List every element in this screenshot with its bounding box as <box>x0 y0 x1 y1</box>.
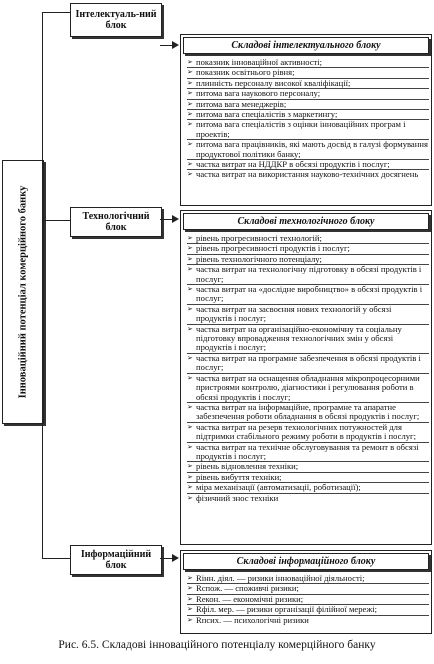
list-item: ➢ міра механізації (автоматизації, роботизації); <box>187 483 429 493</box>
block-intellectual-label: Інтелектуаль-ний блок <box>75 8 157 31</box>
list-item: ➢ рівень технологічного потенціалу; <box>187 255 429 265</box>
list-item: ➢ питома вага спеціалістів з маркетингу; <box>187 110 429 120</box>
list-item: ➢ плинність персоналу високої кваліфікації; <box>187 79 429 89</box>
list-item: ➢ Rпсих. — психологічні ризики <box>187 616 429 625</box>
list-item: ➢ питома вага менеджерів; <box>187 100 429 110</box>
block-informational-label: Інформаційний блок <box>80 548 152 571</box>
panel-informational-list <box>181 574 431 627</box>
list-item: ➢ питома вага працівників, які мають досвід в галузі формування продуктової політики банку; <box>187 140 429 160</box>
list-item: ➢ частка витрат на інформаційне, програмне та апаратне забезпечення роботи обладнання в обсязі продуктів і послуг; <box>187 403 429 423</box>
stub-3 <box>42 558 70 559</box>
list-item: ➢ частка витрат на «дослідне виробництво» в обсязі продуктів і послуг; <box>187 285 429 305</box>
list-item: ➢ показник інноваційної активності; <box>187 58 429 68</box>
panel-technological <box>180 210 432 545</box>
block-technological-label: Технологічний блок <box>82 210 150 233</box>
list-item: ➢ рівень вибуття техніки; <box>187 473 429 483</box>
block-intellectual-box <box>70 3 162 37</box>
list-item: ➢ Rінн. діял. — ризики інноваційної діяльності; <box>187 574 429 584</box>
panel-informational-heading: Складові інформаційного блоку <box>183 553 429 570</box>
panel-intellectual-list <box>181 58 431 182</box>
list-item: ➢ частка витрат на засвоєння нових технологій у обсязі продуктів і послуг; <box>187 305 429 325</box>
root-label: Інноваційний потенціал комерційного банку <box>17 185 29 399</box>
list-item: ➢ частка витрат на програмне забезпечення в обсязі продуктів і послуг; <box>187 354 429 374</box>
list-item: ➢ Rекон. — економічні ризики; <box>187 595 429 605</box>
stub-1 <box>42 12 70 13</box>
arrow-2 <box>172 215 179 223</box>
list-item: ➢ питома вага спеціалістів з оцінки інноваційних програм і проектів; <box>187 120 429 140</box>
list-item: ➢ показник освітнього рівня; <box>187 68 429 78</box>
list-item: ➢ частка витрат на оснащення обладнання мікропроцесорними пристроями контролю, діагностики і регулювання роботи в обсязі продуктів і послуг; <box>187 374 429 403</box>
list-item: ➢ Rфіл. мер. — ризики організації філійної мережі; <box>187 605 429 615</box>
list-item: ➢ Rспож. — споживчі ризики; <box>187 584 429 594</box>
bus-line <box>42 12 43 558</box>
list-item: ➢ фізичний знос техніки <box>187 494 429 503</box>
arrow-1 <box>172 41 179 49</box>
list-item: ➢ питома вага наукового персоналу; <box>187 89 429 99</box>
list-item: ➢ частка витрат на використання науково-технічних досягнень <box>187 170 429 179</box>
list-item: ➢ рівень відновлення техніки; <box>187 462 429 472</box>
figure-caption: Рис. 6.5. Складові інноваційного потенціалу комерційного банку <box>58 639 376 651</box>
block-technological-box <box>70 207 162 237</box>
list-item: ➢ частка витрат на НДДКР в обсязі продуктів і послуг; <box>187 160 429 170</box>
list-item: ➢ частка витрат на технологічну підготовку в обсязі продуктів і послуг; <box>187 265 429 285</box>
panel-technological-heading: Складові технологічного блоку <box>183 213 429 230</box>
panel-intellectual <box>180 34 432 206</box>
list-item: ➢ рівень прогресивності продуктів і послуг; <box>187 244 429 254</box>
stub-2 <box>42 220 70 221</box>
root-box <box>2 160 44 424</box>
list-item: ➢ рівень прогресивності технологій; <box>187 234 429 244</box>
arrow-3 <box>172 554 179 562</box>
panel-intellectual-heading: Складові інтелектуального блоку <box>183 37 429 54</box>
list-item: ➢ частка витрат на резерв технологічних потужностей для підтримки стабільного режиму роботи в продуктів і послуг; <box>187 423 429 443</box>
panel-technological-list <box>181 234 431 505</box>
list-item: ➢ частка витрат на технічне обслуговування та ремонт в обсязі продуктів і послуг; <box>187 443 429 463</box>
list-item: ➢ частка витрат на організаційно-економічну та соціальну підготовку впровадження технологічних змін у обсязі продуктів і послуг; <box>187 325 429 354</box>
panel-informational <box>180 550 432 634</box>
block-informational-box <box>70 545 162 575</box>
